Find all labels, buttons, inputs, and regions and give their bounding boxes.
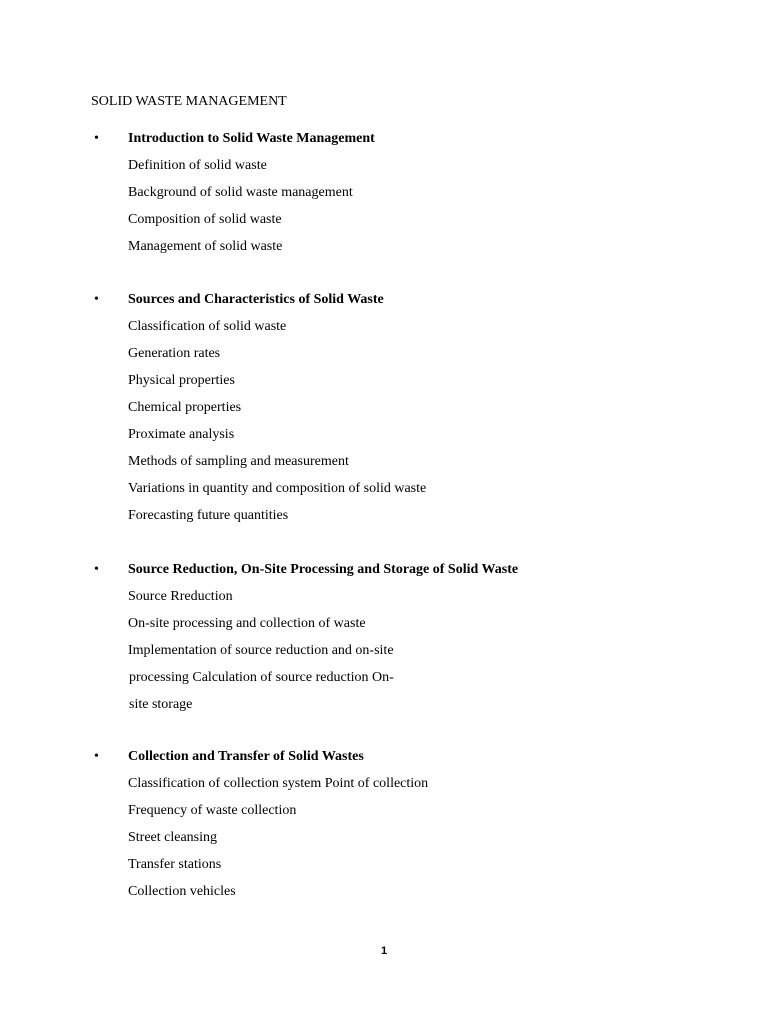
list-item: On-site processing and collection of waste bbox=[128, 616, 366, 631]
section-item-list bbox=[128, 775, 428, 910]
list-item: Chemical properties bbox=[128, 400, 242, 415]
list-item: Street cleansing bbox=[128, 830, 218, 845]
list-item: Collection vehicles bbox=[128, 884, 236, 899]
section-item-list bbox=[128, 318, 426, 534]
list-item: Classification of collection system Point of collection bbox=[128, 776, 429, 791]
list-item: Physical properties bbox=[128, 373, 235, 388]
list-item: Generation rates bbox=[128, 346, 221, 361]
list-item: Composition of solid waste bbox=[128, 212, 282, 227]
page-number: 1 bbox=[380, 945, 388, 957]
section-item-list bbox=[128, 157, 353, 265]
bullet-marker: • bbox=[94, 749, 99, 764]
list-item: Transfer stations bbox=[128, 857, 222, 872]
list-item: Proximate analysis bbox=[128, 427, 235, 442]
bullet-marker: • bbox=[94, 292, 99, 307]
bullet-marker: • bbox=[94, 562, 99, 577]
document-title: SOLID WASTE MANAGEMENT bbox=[91, 94, 287, 109]
section-item-list bbox=[128, 588, 394, 723]
list-item: Methods of sampling and measurement bbox=[128, 454, 349, 469]
section-heading: Introduction to Solid Waste Management bbox=[128, 131, 375, 146]
list-item: Implementation of source reduction and on-site bbox=[128, 643, 394, 658]
list-item: Frequency of waste collection bbox=[128, 803, 297, 818]
list-item: Forecasting future quantities bbox=[128, 508, 289, 523]
list-item: Definition of solid waste bbox=[128, 158, 267, 173]
section-heading: Source Reduction, On-Site Processing and Storage of Solid Waste bbox=[128, 562, 519, 577]
list-item: Source Rreduction bbox=[128, 589, 233, 604]
section-heading: Sources and Characteristics of Solid Waste bbox=[128, 292, 384, 307]
list-item: Management of solid waste bbox=[128, 239, 283, 254]
bullet-marker: • bbox=[94, 131, 99, 146]
list-item: Variations in quantity and composition of solid waste bbox=[128, 481, 427, 496]
list-item: site storage bbox=[129, 697, 193, 712]
list-item: Classification of solid waste bbox=[128, 319, 287, 334]
list-item: processing Calculation of source reduction On- bbox=[129, 670, 394, 685]
list-item: Background of solid waste management bbox=[128, 185, 353, 200]
section-heading: Collection and Transfer of Solid Wastes bbox=[128, 749, 364, 764]
